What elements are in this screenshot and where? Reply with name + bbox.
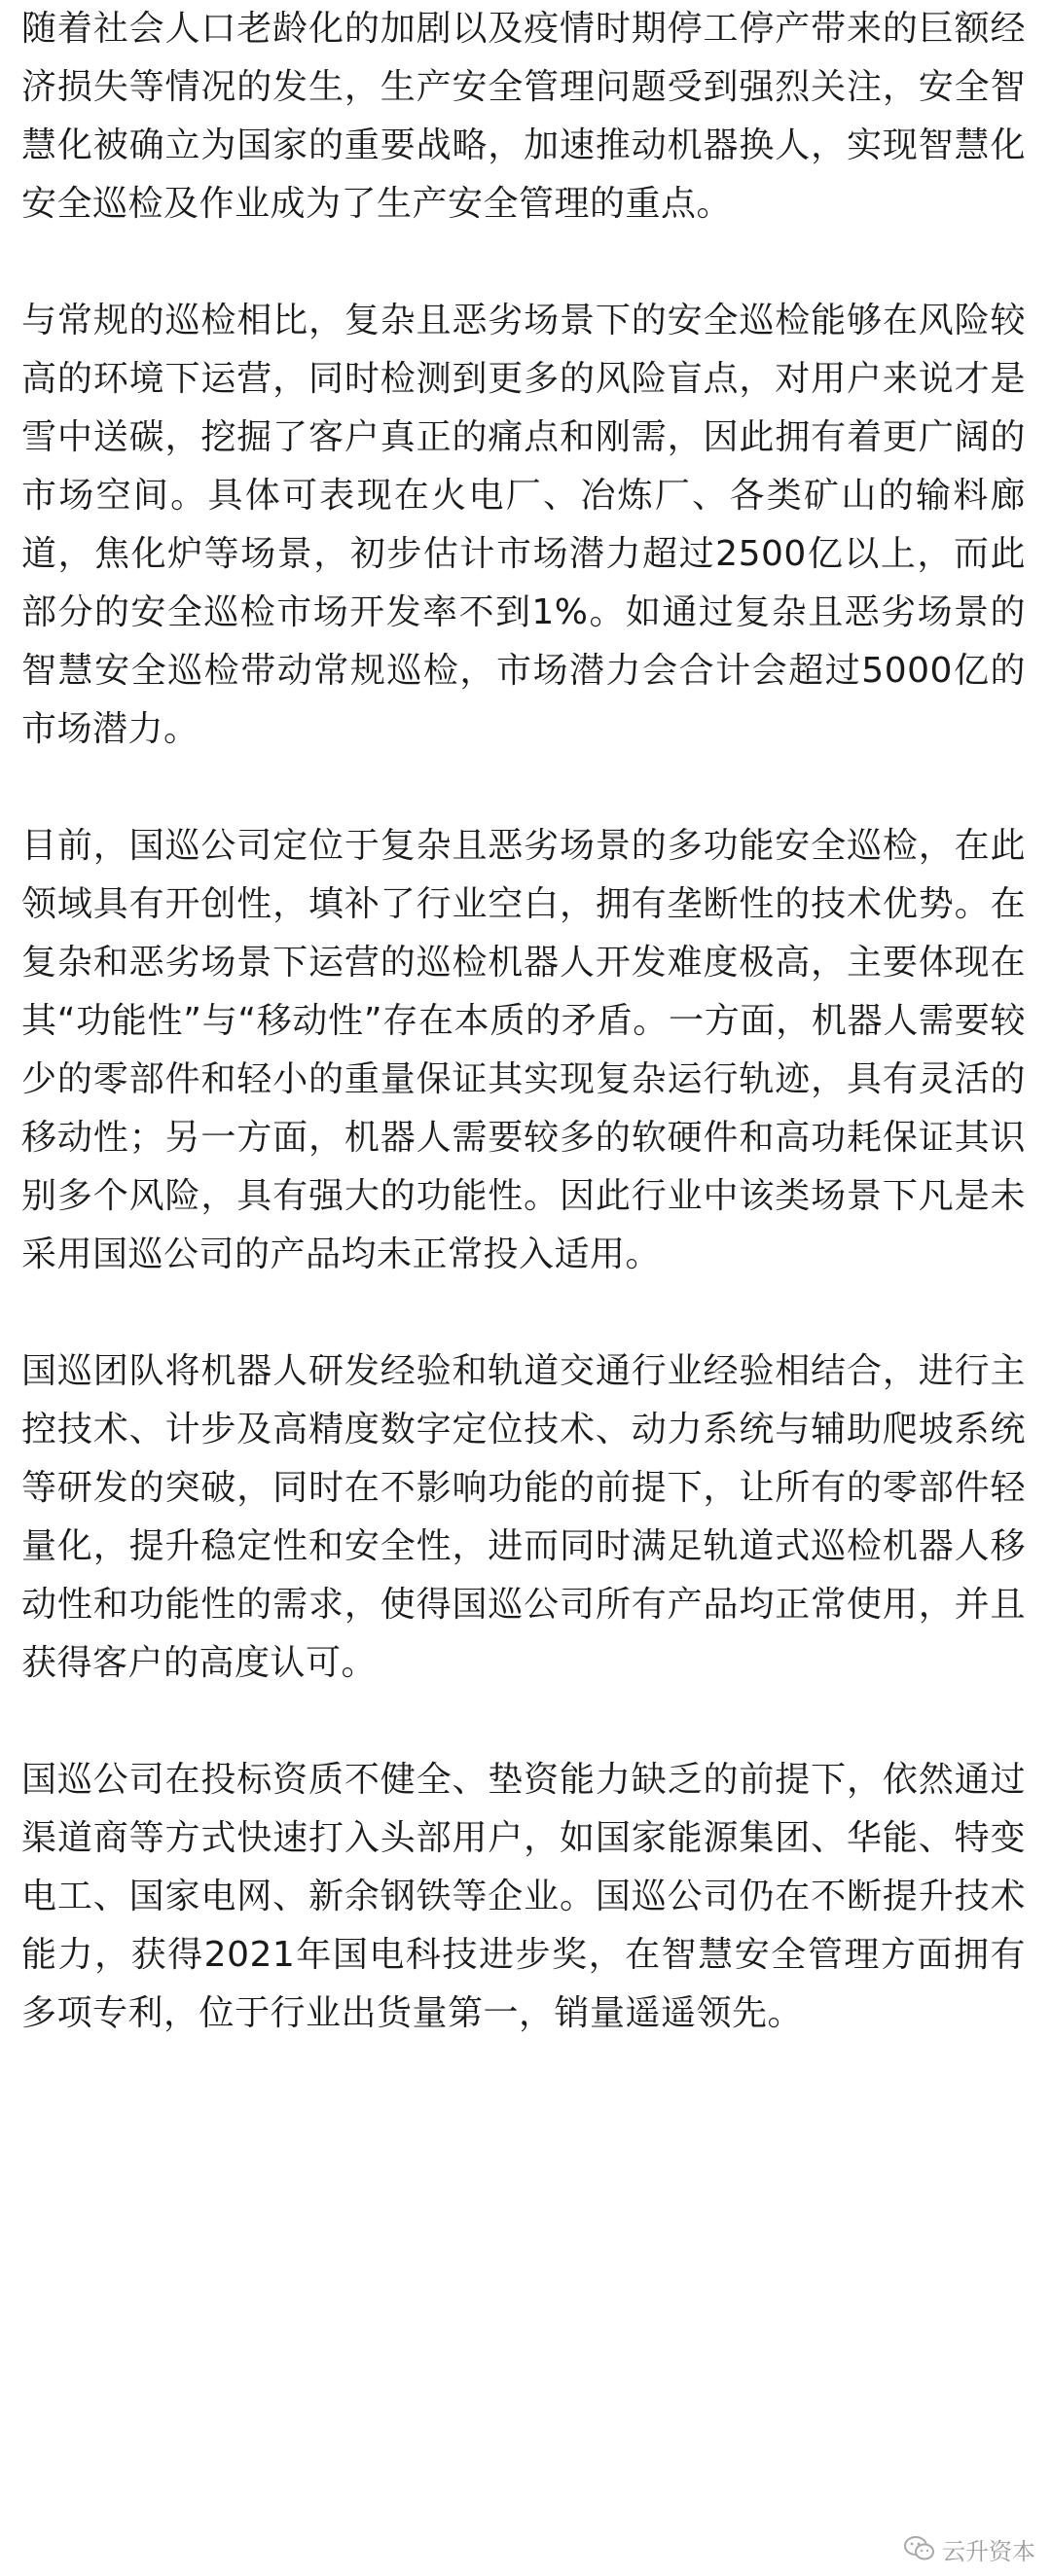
paragraph-4: 国巡团队将机器人研发经验和轨道交通行业经验相结合，进行主控技术、计步及高精度数字定位技术、动力系统与辅助爬坡系统等研发的突破，同时在不影响功能的前提下，让所有的零部件轻量化，提升稳定性和安全性，进而同时满足轨道式巡检机器人移动性和功能性的需求，使得国巡公司所有产品均正常使用，并且获得客户的高度认可。 <box>21 1351 1026 1683</box>
paragraph-gap <box>21 759 1026 817</box>
paragraph-3: 目前，国巡公司定位于复杂且恶劣场景的多功能安全巡检，在此领域具有开创性，填补了行业空白，拥有垄断性的技术优势。在复杂和恶劣场景下运营的巡检机器人开发难度极高，主要体现在其“功能性”与“移动性”存在本质的矛盾。一方面，机器人需要较少的零部件和轻小的重量保证其实现复杂运行轨迹，具有灵活的移动性；另一方面，机器人需要较多的软硬件和高功耗保证其识别多个风险，具有强大的功能性。因此行业中该类场景下凡是未采用国巡公司的产品均未正常投入适用。 <box>21 826 1026 1274</box>
paragraph-2: 与常规的巡检相比，复杂且恶劣场景下的安全巡检能够在风险较高的环境下运营，同时检测到更多的风险盲点，对用户来说才是雪中送碳，挖掘了客户真正的痛点和刚需，因此拥有着更广阔的市场空间。具体可表现在火电厂、冶炼厂、各类矿山的输料廊道，焦化炉等场景，初步估计市场潜力超过2500亿以上，而此部分的安全巡检市场开发率不到1%。如通过复杂且恶劣场景的智慧安全巡检带动常规巡检，市场潜力会合计会超过5000亿的市场潜力。 <box>21 301 1026 749</box>
paragraph-gap <box>21 1693 1026 1751</box>
paragraph-gap <box>21 1284 1026 1342</box>
paragraph-5: 国巡公司在投标资质不健全、垫资能力缺乏的前提下，依然通过渠道商等方式快速打入头部用户，如国家能源集团、华能、特变电工、国家电网、新余钢铁等企业。国巡公司仍在不断提升技术能力，获得2021年国电科技进步奖，在智慧安全管理方面拥有多项专利，位于行业出货量第一，销量遥遥领先。 <box>21 1760 1026 2033</box>
watermark-text: 云升资本 <box>942 2537 1035 2565</box>
wechat-icon <box>903 2535 936 2562</box>
paragraph-1: 随着社会人口老龄化的加剧以及疫情时期停工停产带来的巨额经济损失等情况的发生，生产安全管理问题受到强烈关注，安全智慧化被确立为国家的重要战略，加速推动机器换人，实现智慧化安全巡检及作业成为了生产安全管理的重点。 <box>21 9 1026 224</box>
paragraph-gap <box>21 233 1026 292</box>
source-watermark <box>903 2529 1035 2568</box>
